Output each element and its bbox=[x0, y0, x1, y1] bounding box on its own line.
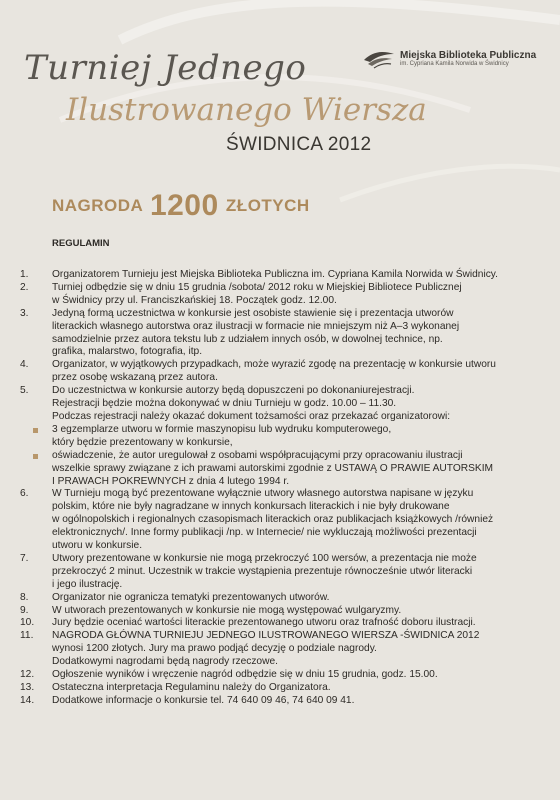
rule-number: 1. bbox=[20, 269, 29, 280]
regulations-heading: REGULAMIN bbox=[52, 238, 110, 249]
rule-subitem bbox=[20, 450, 540, 489]
rule-line: Jury będzie oceniać wartości literackie prezentowanego utworu oraz trafność doboru ilustracji. bbox=[52, 617, 476, 629]
rule-text bbox=[52, 269, 540, 282]
rule-text bbox=[52, 682, 540, 695]
rule-item bbox=[20, 553, 540, 592]
rule-text bbox=[52, 605, 540, 618]
bird-logo-icon bbox=[362, 48, 396, 70]
rule-item bbox=[20, 592, 540, 605]
rule-text bbox=[52, 308, 540, 360]
rule-item bbox=[20, 682, 540, 695]
rule-line: Do uczestnictwa w konkursie autorzy będą dopuszczeni po dokonaniurejestracji. bbox=[52, 385, 415, 397]
rule-item bbox=[20, 630, 540, 669]
rule-text bbox=[52, 592, 540, 605]
rule-item bbox=[20, 385, 540, 424]
rule-number: 4. bbox=[20, 359, 29, 371]
rule-line: oświadczenie, że autor uregulował z osobami współpracującymi przy opracowaniu ilustracji bbox=[52, 449, 463, 461]
rule-line: Ogłoszenie wyników i wręczenie nagród odbędzie się w dniu 15 grudnia, godz. 15.00. bbox=[52, 669, 438, 681]
rule-item bbox=[20, 605, 540, 618]
rule-line: który będzie prezentowany w konkursie, bbox=[52, 436, 233, 448]
rule-number: 13. bbox=[20, 682, 35, 693]
library-name: Miejska Biblioteka Publiczna bbox=[400, 50, 537, 62]
rule-line: Utwory prezentowane w konkursie nie mogą przekroczyć 100 wersów, a prezentacja nie może bbox=[52, 552, 477, 564]
rule-line: Organizatorem Turnieju jest Miejska Biblioteka Publiczna im. Cypriana Kamila Norwida w Świdnicy. bbox=[52, 269, 498, 280]
rule-text bbox=[52, 488, 540, 553]
rule-line: przez osobę wskazaną przez autora. bbox=[52, 372, 218, 384]
rule-item bbox=[20, 308, 540, 360]
prize-suffix: ZŁOTYCH bbox=[225, 196, 310, 215]
rule-subitem bbox=[20, 424, 540, 450]
rule-text bbox=[52, 385, 540, 424]
square-bullet-icon bbox=[33, 428, 38, 433]
rule-text bbox=[52, 359, 540, 385]
rule-line: elektronicznych/. Inne formy publikacji /np. w Internecie/ nie wykluczają możliwości prezentacji bbox=[52, 527, 477, 539]
title-line-2: Ilustrowanego Wiersza bbox=[66, 92, 427, 128]
rule-item bbox=[20, 669, 540, 682]
rule-text bbox=[52, 424, 540, 450]
rule-number: 10. bbox=[20, 617, 35, 629]
rule-line: literackich własnego autorstwa oraz ilustracji w formacie nie mniejszym niż A–3 wykonanej bbox=[52, 320, 460, 332]
rule-number: 5. bbox=[20, 385, 29, 397]
rule-line: w ogólnopolskich i regionalnych czasopismach literackich oraz publikacjach książkowych /również bbox=[52, 514, 494, 526]
rule-number: 8. bbox=[20, 591, 29, 603]
rule-item bbox=[20, 269, 540, 282]
rule-number: 3. bbox=[20, 307, 29, 319]
rule-line: i jego ilustrację. bbox=[52, 578, 123, 590]
rule-item bbox=[20, 488, 540, 553]
rule-line: wynosi 1200 złotych. Jury ma prawo podjąć decyzję o podziale nagrody. bbox=[52, 643, 377, 655]
rule-line: I PRAWACH POKREWNYCH z dnia 4 lutego 1994 r. bbox=[52, 475, 290, 487]
rule-line: Dodatkowe informacje o konkursie tel. 74 640 09 46, 74 640 09 41. bbox=[52, 694, 355, 706]
title-line-1: Turniej Jednego bbox=[24, 48, 307, 88]
rule-line: Rejestracji będzie można dokonywać w dniu Turnieju w godz. 10.00 – 11.30. bbox=[52, 398, 397, 410]
rule-line: przekroczyć 2 minut. Uczestnik w trakcie wystąpienia prezentuje równocześnie utwór literacki bbox=[52, 565, 473, 577]
prize-heading bbox=[52, 189, 310, 223]
rule-line: 3 egzemplarze utworu w formie maszynopisu lub wydruku komputerowego, bbox=[52, 423, 392, 435]
rule-text bbox=[52, 553, 540, 592]
rule-text bbox=[52, 630, 540, 669]
rule-number: 7. bbox=[20, 552, 29, 564]
rule-number: 12. bbox=[20, 669, 35, 681]
regulations-list bbox=[20, 269, 540, 708]
rule-text bbox=[52, 669, 540, 682]
city-year: ŚWIDNICA 2012 bbox=[226, 134, 372, 155]
rule-text bbox=[52, 450, 540, 489]
rule-number: 9. bbox=[20, 604, 29, 616]
rule-line: NAGRODA GŁÓWNA TURNIEJU JEDNEGO ILUSTROWANEGO WIERSZA -ŚWIDNICA 2012 bbox=[52, 630, 480, 642]
rule-line: Organizator, w wyjątkowych przypadkach, może wyrazić zgodę na prezentację w konkursie utworu bbox=[52, 359, 496, 371]
rule-line: Podczas rejestracji należy okazać dokument tożsamości oraz przekazać organizatorowi: bbox=[52, 410, 451, 422]
prize-prefix: NAGRODA bbox=[52, 196, 143, 215]
rule-line: Dodatkowymi nagrodami będą nagrody rzeczowe. bbox=[52, 656, 278, 668]
rule-text bbox=[52, 617, 540, 630]
rule-number: 2. bbox=[20, 281, 29, 293]
rule-line: Ostateczna interpretacja Regulaminu należy do Organizatora. bbox=[52, 682, 331, 693]
rule-line: Turniej odbędzie się w dniu 15 grudnia /sobota/ 2012 roku w Miejskiej Bibliotece Publicznej bbox=[52, 281, 462, 293]
rule-item bbox=[20, 617, 540, 630]
rule-line: polskim, które nie były nagradzane w innych konkursach literackich i nie były drukowane bbox=[52, 501, 450, 513]
rule-number: 6. bbox=[20, 488, 29, 500]
rule-line: Organizator nie ogranicza tematyki prezentowanych utworów. bbox=[52, 591, 330, 603]
rule-line: Jedyną formą uczestnictwa w konkursie jest osobiste stawienie się i prezentacja utworów bbox=[52, 307, 454, 319]
rule-item bbox=[20, 282, 540, 308]
rule-line: grafika, malarstwo, fotografia, itp. bbox=[52, 346, 203, 358]
square-bullet-icon bbox=[33, 454, 38, 459]
library-subtitle: im. Cypriana Kamila Norwida w Świdnicy bbox=[400, 61, 509, 68]
rule-line: W utworach prezentowanych w konkursie nie mogą występować wulgaryzmy. bbox=[52, 604, 402, 616]
prize-amount: 1200 bbox=[149, 189, 219, 222]
rule-item bbox=[20, 695, 540, 708]
rule-text bbox=[52, 695, 540, 708]
rule-text bbox=[52, 282, 540, 308]
rule-number: 11. bbox=[20, 630, 34, 642]
rule-line: w Świdnicy przy ul. Franciszkańskiej 18. Początek godz. 12.00. bbox=[52, 294, 337, 306]
rule-line: utworu w konkursie. bbox=[52, 540, 143, 552]
rule-line: wszelkie sprawy związane z ich prawami autorskimi zgodnie z USTAWĄ O PRAWIE AUTORSKIM bbox=[52, 462, 494, 474]
rule-item bbox=[20, 359, 540, 385]
rule-line: W Turnieju mogą być prezentowane wyłącznie utwory własnego autorstwa napisane w języku bbox=[52, 488, 474, 500]
rule-number: 14. bbox=[20, 694, 35, 706]
library-logo bbox=[362, 48, 536, 70]
rule-line: samodzielnie przez autora tekstu lub z udziałem innych osób, w dowolnej technice, np. bbox=[52, 333, 443, 345]
